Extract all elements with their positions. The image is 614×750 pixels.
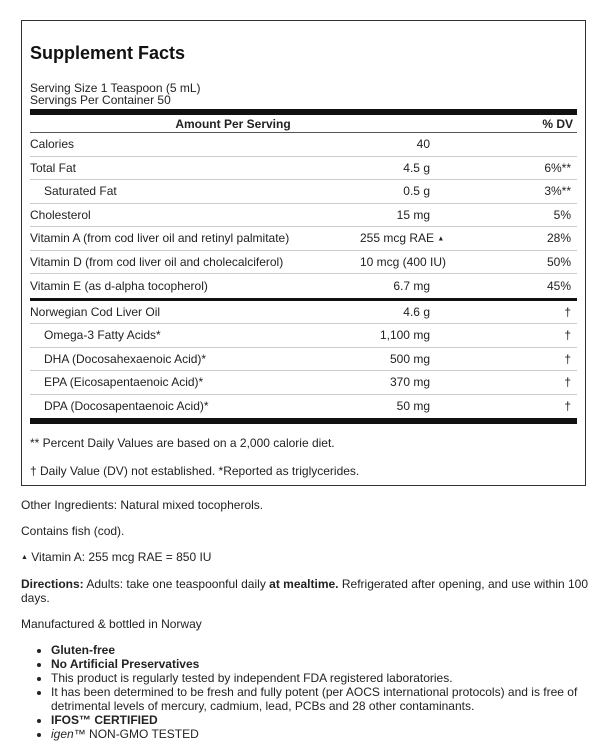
feature-text: No Artificial Preservatives <box>51 656 200 671</box>
list-item <box>51 713 591 727</box>
nutrient-name: Vitamin E (as d-alpha tocopherol) <box>30 278 208 293</box>
table-row <box>30 371 577 395</box>
servings-per-container: Servings Per Container 50 <box>30 93 171 107</box>
feature-list <box>51 643 591 741</box>
nutrient-rows <box>30 133 577 298</box>
list-item <box>51 727 591 741</box>
dv-header: % DV <box>542 116 573 131</box>
igen-brand: igen <box>51 726 74 741</box>
ingredient-amount: 1,100 mg <box>379 328 430 343</box>
ingredient-amount: 4.6 g <box>403 304 430 319</box>
nutrient-name: Vitamin D (from cod liver oil and cholecalciferol) <box>30 254 284 269</box>
product-details <box>21 498 591 741</box>
directions-emphasis: at mealtime. <box>269 576 339 591</box>
directions-text-2: Refrigerated after opening, and use within 100 days. <box>21 576 589 605</box>
table-row <box>30 204 577 228</box>
table-row <box>30 348 577 372</box>
table-row <box>30 324 577 348</box>
directions-label: Directions: <box>21 576 84 591</box>
ingredient-name: EPA (Eicosapentaenoic Acid)* <box>44 375 204 390</box>
nutrient-dv: 28% <box>546 231 571 246</box>
nutrient-amount: 10 mcg (400 IU) <box>360 254 447 269</box>
nutrient-name: Cholesterol <box>30 207 91 222</box>
nutrient-amount: 6.7 mg <box>393 278 430 293</box>
nutrient-amount: 4.5 g <box>403 160 430 175</box>
nutrient-dv: 6%** <box>544 160 571 175</box>
table-row <box>30 180 577 204</box>
table-row <box>30 395 577 419</box>
footnote-daily-values: ** Percent Daily Values are based on a 2,000 calorie diet. <box>30 436 335 450</box>
amount-text: 255 mcg RAE <box>360 231 435 246</box>
supplement-facts-panel <box>21 20 586 486</box>
triangle-marker-icon: ▲ <box>21 553 28 561</box>
table-row <box>30 251 577 275</box>
nutrient-name: Calories <box>30 137 75 152</box>
nutrient-name: Saturated Fat <box>44 184 117 199</box>
feature-text: This product is regularly tested by independent FDA registered laboratories. <box>51 670 453 685</box>
ingredient-amount: 370 mg <box>389 375 430 390</box>
nutrient-amount <box>360 231 445 246</box>
list-item <box>51 657 591 671</box>
serving-info <box>30 82 577 106</box>
list-item <box>51 643 591 657</box>
directions <box>21 577 591 605</box>
nutrient-name: Vitamin A (from cod liver oil and retinyl palmitate) <box>30 231 290 246</box>
facts-title: Supplement Facts <box>30 43 186 63</box>
feature-text: It has been determined to be fresh and fully potent (per AOCS international protocols) and is free of detrimental levels of mercury, cadmium, lead, PCBs and 28 other contaminants. <box>51 684 578 713</box>
ingredient-dv: † <box>564 375 571 390</box>
nutrient-dv: 3%** <box>544 184 571 199</box>
ingredient-dv: † <box>564 304 571 319</box>
nutrient-amount: 15 mg <box>396 207 430 222</box>
ingredient-dv: † <box>564 351 571 366</box>
serving-size: Serving Size 1 Teaspoon (5 mL) <box>30 81 201 95</box>
ingredient-dv: † <box>564 328 571 343</box>
vitamin-a-note <box>21 550 591 565</box>
ingredient-name: Omega-3 Fatty Acids* <box>44 328 161 343</box>
feature-text: Gluten-free <box>51 642 116 657</box>
list-item <box>51 685 591 713</box>
feature-text: ™ NON-GMO TESTED <box>73 726 199 741</box>
table-row <box>30 133 577 157</box>
nutrient-dv: 50% <box>546 254 571 269</box>
ingredient-amount: 50 mg <box>396 399 430 414</box>
table-row <box>30 274 577 298</box>
nutrient-dv: 45% <box>546 278 571 293</box>
ingredient-rows <box>30 301 577 419</box>
nutrient-dv: 5% <box>553 207 571 222</box>
divider-thick-bottom <box>30 418 577 424</box>
directions-text-1: Adults: take one teaspoonful daily <box>83 576 270 591</box>
nutrient-amount: 0.5 g <box>403 184 430 199</box>
footnote-dv-not-established: † Daily Value (DV) not established. *Reported as triglycerides. <box>30 464 360 478</box>
feature-text: IFOS™ CERTIFIED <box>51 712 158 727</box>
manufactured-statement: Manufactured & bottled in Norway <box>21 616 202 631</box>
triangle-marker-icon: ▲ <box>437 235 445 243</box>
nutrient-name: Total Fat <box>30 160 77 175</box>
amount-per-serving-header: Amount Per Serving <box>175 116 291 131</box>
table-row <box>30 227 577 251</box>
ingredient-name: Norwegian Cod Liver Oil <box>30 304 161 319</box>
allergen-statement: Contains fish (cod). <box>21 524 125 538</box>
ingredient-name: DHA (Docosahexaenoic Acid)* <box>44 351 207 366</box>
ingredient-dv: † <box>564 399 571 414</box>
table-row <box>30 157 577 181</box>
list-item <box>51 671 591 685</box>
nutrient-amount: 40 <box>416 137 430 152</box>
ingredient-name: DPA (Docosapentaenoic Acid)* <box>44 399 209 414</box>
other-ingredients: Other Ingredients: Natural mixed tocopherols. <box>21 498 264 512</box>
ingredient-amount: 500 mg <box>389 351 430 366</box>
table-header <box>30 115 577 133</box>
table-row <box>30 301 577 325</box>
vitamin-a-note-text: Vitamin A: 255 mcg RAE = 850 IU <box>27 550 212 564</box>
